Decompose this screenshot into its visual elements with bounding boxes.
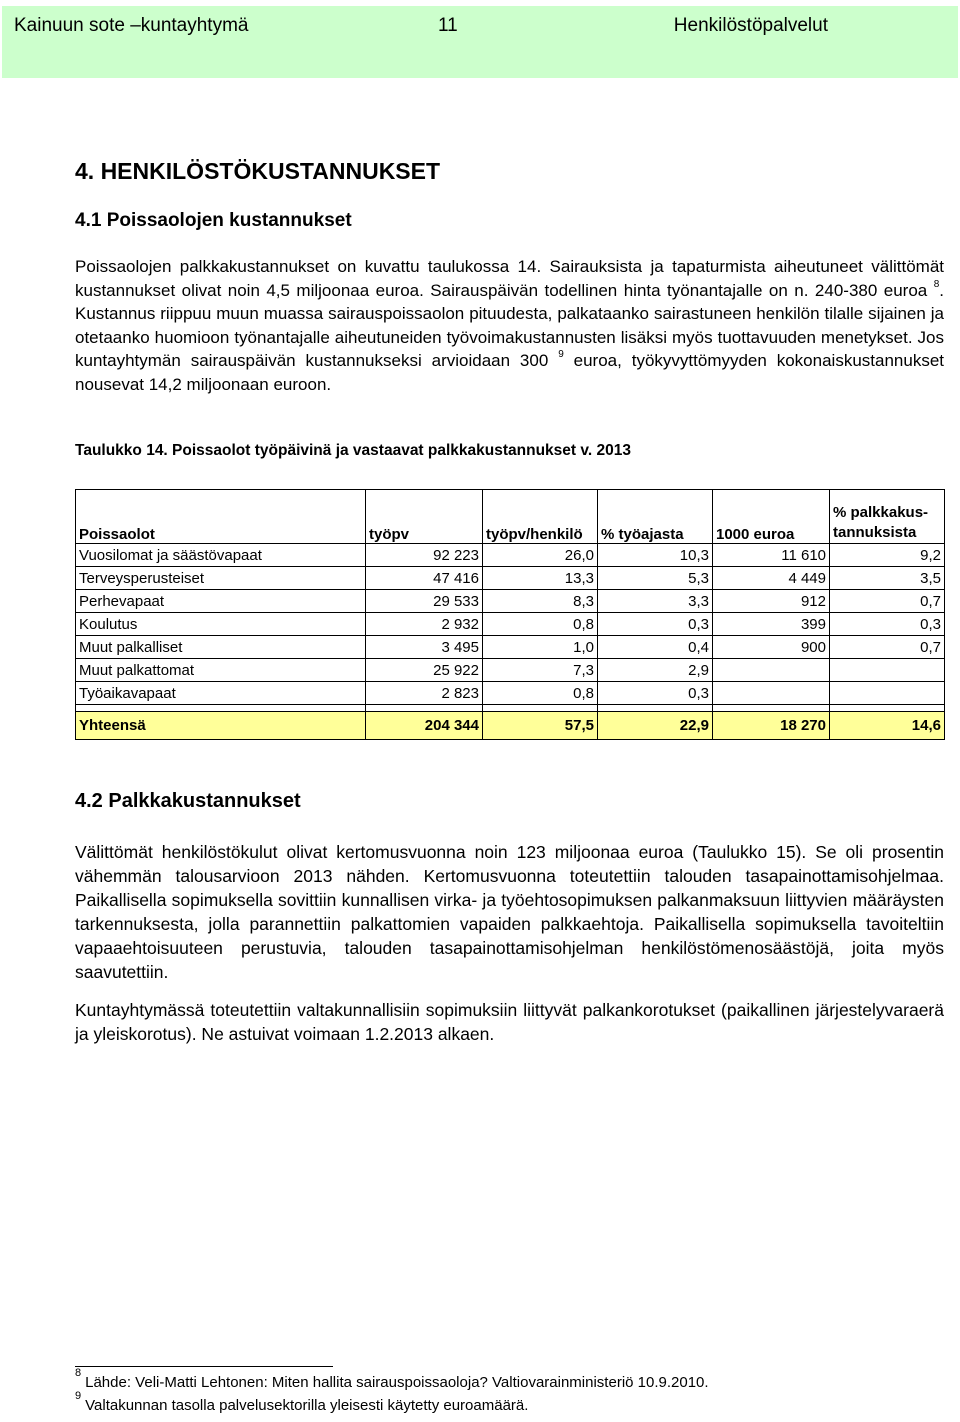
- table-cell: 0,4: [598, 636, 713, 659]
- subsection-title-salary-costs: 4.2 Palkkakustannukset: [75, 790, 301, 812]
- table-cell: 1,0: [483, 636, 598, 659]
- table-caption: Taulukko 14. Poissaolot työpäivinä ja vastaavat palkkakustannukset v. 2013: [75, 442, 631, 459]
- header-organization: Kainuun sote –kuntayhtymä: [14, 15, 249, 36]
- table-cell: 399: [713, 613, 830, 636]
- col-header: Poissaolot: [76, 490, 366, 544]
- table-cell: 0,8: [483, 682, 598, 705]
- table-cell: [830, 682, 945, 705]
- section-title: 4. HENKILÖSTÖKUSTANNUKSET: [75, 158, 441, 184]
- footnote-divider: [75, 1366, 333, 1367]
- table-cell: [713, 659, 830, 682]
- footnote-8: $^8$Lähde: Veli-Matti Lehtonen: Miten hallita sairauspoissaoloja? Valtiovarainministeriö 10.9.2010.: [75, 1367, 709, 1391]
- row-label-cell: Työaikavapaat: [76, 682, 366, 705]
- col-header: % palkkakus-tannuksista: [830, 490, 945, 544]
- table-cell: 29 533: [366, 590, 483, 613]
- row-label-cell: Muut palkalliset: [76, 636, 366, 659]
- spacer-cell: [598, 705, 713, 712]
- spacer-cell: [76, 705, 366, 712]
- spacer-cell: [483, 705, 598, 712]
- table-cell: [830, 659, 945, 682]
- table-total-row: [76, 712, 945, 740]
- col-header: 1000 euroa: [713, 490, 830, 544]
- paragraph-pay-raises: Kuntayhtymässä toteutettiin valtakunnallisiin sopimuksiin liittyvät palkankorotukset (paikallinen järjestelyvaraerä ja yleiskorotus). Ne astuivat voimaan 1.2.2013 alkaen.: [75, 1000, 944, 1044]
- row-label-cell: Vuosilomat ja säästövapaat: [76, 544, 366, 567]
- table-cell: 3,3: [598, 590, 713, 613]
- table-cell: 3,5: [830, 567, 945, 590]
- table-cell: 2,9: [598, 659, 713, 682]
- table-row: [76, 636, 945, 659]
- table-cell: 2 932: [366, 613, 483, 636]
- table-row: [76, 544, 945, 567]
- table-cell: 47 416: [366, 567, 483, 590]
- table-cell: 4 449: [713, 567, 830, 590]
- table-cell: 5,3: [598, 567, 713, 590]
- table-cell: 0,7: [830, 636, 945, 659]
- table-cell: 0,3: [598, 682, 713, 705]
- row-label-cell: Muut palkattomat: [76, 659, 366, 682]
- row-label-cell: Yhteensä: [76, 712, 366, 740]
- subsection-title-absence-costs: 4.1 Poissaolojen kustannukset: [75, 210, 352, 231]
- row-label-cell: Terveysperusteiset: [76, 567, 366, 590]
- table-cell: 14,6: [830, 712, 945, 740]
- table-cell: 11 610: [713, 544, 830, 567]
- table-cell: [713, 682, 830, 705]
- table-cell: 204 344: [366, 712, 483, 740]
- table-cell: 25 922: [366, 659, 483, 682]
- table-row: [76, 682, 945, 705]
- table-row: [76, 590, 945, 613]
- footnote-ref-8: 8: [933, 278, 940, 290]
- table-cell: 57,5: [483, 712, 598, 740]
- table-cell: 2 823: [366, 682, 483, 705]
- footnote-ref-9: 9: [558, 349, 564, 361]
- col-header: työpv: [366, 490, 483, 544]
- paragraph-salary-costs: Välittömät henkilöstökulut olivat kertomusvuonna noin 123 miljoonaa euroa (Taulukko 15). Se oli prosentin vähemmän talousarvioon 2013 nähden. Kertomusvuonna toteutettiin talouden tasapainottamisohjelmaa. Paikallisella sopimuksella sovittiin kunnallisen virka- ja työehtosopimuksen palkanmaksuun liittyvien määräysten tarkennuksesta, jolla parannettiin palkattomien vapaiden palkkaehtoja. Paikallisella sopimuksella tavoiteltiin vapaaehtoisuuteen perustuvia, talouden tasapainottamisohjelman henkilöstömenosäästöjä, joita myös saavutettiin.: [75, 842, 944, 982]
- table-cell: 7,3: [483, 659, 598, 682]
- header-page-number: 11: [438, 15, 458, 36]
- table-cell: 22,9: [598, 712, 713, 740]
- header-department: Henkilöstöpalvelut: [673, 15, 828, 36]
- col-header: % työajasta: [598, 490, 713, 544]
- table-cell: 92 223: [366, 544, 483, 567]
- row-label-cell: Perhevapaat: [76, 590, 366, 613]
- paragraph-absence-costs: Poissaolojen palkkakustannukset on kuvattu taulukossa 14. Sairauksista ja tapaturmista aiheutuneet välittömät kustannukset olivat noin 4,5 miljoonaa euroa. Sairauspäivän todellinen hinta työnantajalle on n. 240-380 euroa $^8$. Kustannus riippuu muun muassa sairauspoissaolon pituudesta, palkataanko sairastuneen henkilön tilalle sijainen ja otetaanko huomioon työnantajalle aiheutuneiden työvoimakustannusten lisäksi myös tuottavuuden menetykset. Jos kuntayhtymän sairauspäivän kustannukseksi arvioidaan 300 $^9$ euroa, työkyvyttömyyden kokonaiskustannukset nousevat 14,2 miljoonaan euroon.: [75, 257, 944, 394]
- table-cell: 18 270: [713, 712, 830, 740]
- table-cell: 8,3: [483, 590, 598, 613]
- spacer-cell: [830, 705, 945, 712]
- table-cell: 26,0: [483, 544, 598, 567]
- table-row: [76, 567, 945, 590]
- spacer-row: [76, 705, 945, 712]
- table-cell: 13,3: [483, 567, 598, 590]
- table-row: [76, 659, 945, 682]
- col-header: työpv/henkilö: [483, 490, 598, 544]
- table-cell: 0,7: [830, 590, 945, 613]
- spacer-cell: [366, 705, 483, 712]
- table-cell: 912: [713, 590, 830, 613]
- table-row: [76, 613, 945, 636]
- table-cell: 0,8: [483, 613, 598, 636]
- table-cell: 9,2: [830, 544, 945, 567]
- table-cell: 0,3: [830, 613, 945, 636]
- table-header-row: [76, 490, 945, 544]
- table-cell: 10,3: [598, 544, 713, 567]
- table-cell: 0,3: [598, 613, 713, 636]
- row-label-cell: Koulutus: [76, 613, 366, 636]
- spacer-cell: [713, 705, 830, 712]
- absence-table: [75, 489, 945, 740]
- footnote-9: $^9$Valtakunnan tasolla palvelusektorilla yleisesti käytetty euroamäärä.: [75, 1390, 529, 1414]
- table-cell: 900: [713, 636, 830, 659]
- table-cell: 3 495: [366, 636, 483, 659]
